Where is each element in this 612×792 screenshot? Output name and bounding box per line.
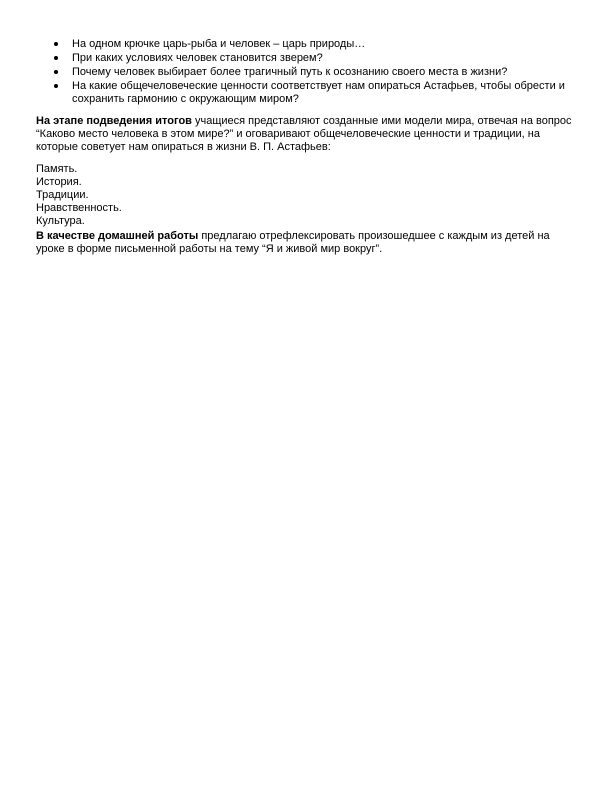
question-text: На одном крючке царь-рыба и человек – царь природы…	[72, 38, 366, 50]
question-item	[50, 52, 570, 65]
question-text: При каких условиях человек становится зверем?	[72, 52, 323, 64]
bullet-icon	[54, 70, 58, 74]
summary-lead: На этапе подведения итогов	[36, 115, 192, 127]
homework-text: предлагаю отрефлексировать произошедшее с каждым из детей на уроке в форме письменной работы на тему “Я и живой мир вокруг”.	[36, 230, 550, 255]
question-item	[50, 38, 570, 51]
bullet-icon	[54, 84, 58, 88]
value-item: Память.	[36, 163, 78, 175]
bullet-icon	[54, 42, 58, 46]
question-item	[50, 80, 570, 106]
value-item: Традиции.	[36, 189, 89, 201]
homework-paragraph	[36, 230, 572, 256]
summary-paragraph	[36, 115, 572, 154]
value-item: Нравственность.	[36, 202, 122, 214]
bullet-icon	[54, 56, 58, 60]
homework-lead: В качестве домашней работы	[36, 230, 199, 242]
question-list	[50, 38, 570, 107]
question-text: На какие общечеловеческие ценности соответствует нам опираться Астафьев, чтобы обрести и сохранить гармонию с окружающим миром?	[72, 80, 565, 105]
value-item: История.	[36, 176, 82, 188]
question-item	[50, 66, 570, 79]
values-list	[36, 163, 122, 228]
summary-text: учащиеся представляют созданные ими модели мира, отвечая на вопрос “Каково место человека в этом мире?” и оговаривают общечеловеческие ценности и традиции, на которые советует нам опираться в жизни В. П. Астафьев:	[36, 115, 572, 153]
value-item: Культура.	[36, 215, 85, 227]
question-text: Почему человек выбирает более трагичный путь к осознанию своего места в жизни?	[72, 66, 508, 78]
